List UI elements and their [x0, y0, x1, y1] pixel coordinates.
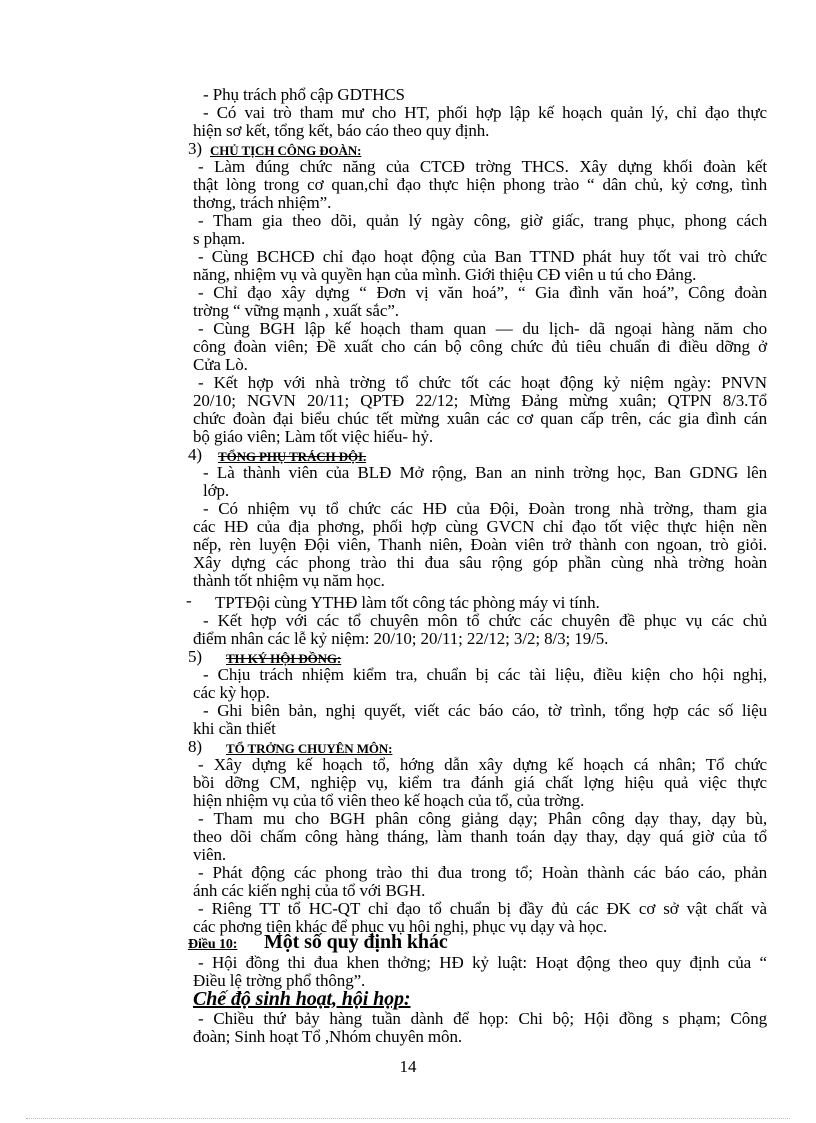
text-line: - Là thành viên của BLĐ Mở rộng, Ban an ninh trờng học, Ban GDNG lên [203, 463, 767, 482]
text-line: các HĐ của địa phơng, phối hợp cùng GVCN chỉ đạo tốt việc thực hiện nền [193, 517, 767, 536]
text-line: thật lòng trong cơ quan,chỉ đạo thực hiện phong trào “ dân chủ, kỷ cơng, tình [193, 175, 767, 194]
text-line: theo dõi chấm công hàng tháng, làm thanh toán dạy thay, dạy quá giờ của tổ [193, 827, 767, 846]
text-line: - Hội đồng thi đua khen thởng; HĐ kỷ luật: Hoạt động theo quy định của “ [198, 953, 767, 972]
text-line: Điều lệ trờng phổ thông”. [193, 971, 366, 990]
bullet-dash: - [186, 591, 192, 610]
text-line: s phạm. [193, 229, 246, 248]
text-line: bồi dỡng CM, nghiệp vụ, kiểm tra đánh giá chất lợng hiệu quả việc thực [193, 773, 767, 792]
footer-dotted-rule [26, 1118, 790, 1119]
text-line: TPTĐội cùng YTHĐ làm tốt công tác phòng máy vi tính. [215, 593, 600, 612]
section-number: 5) [188, 647, 202, 666]
text-line: - Tham gia theo dõi, quản lý ngày công, giờ giấc, trang phục, phong cách [198, 211, 767, 230]
text-line: 20/10; NGVN 20/11; QPTĐ 22/12; Mừng Đảng mừng xuân; QTPN 8/3.Tổ [193, 391, 767, 410]
text-line: các phơng tiện khác để phục vụ hội nghị, phục vụ dạy và học. [193, 917, 608, 936]
text-line: năng, nhiệm vụ và quyền hạn của mình. Giới thiệu CĐ viên u tú cho Đảng. [193, 265, 697, 284]
text-line: - Riêng TT tổ HC-QT chỉ đạo tổ chuẩn bị đầy đủ các ĐK cơ sở vật chất và [198, 899, 767, 918]
text-line: - Làm đúng chức năng của CTCĐ trờng THCS. Xây dựng khối đoàn kết [198, 157, 767, 176]
text-line: chức đoàn đại biểu chúc tết mừng xuân các cơ quan cấp trên, các gia đình cán [193, 409, 767, 428]
text-line: - Chỉ đạo xây dựng “ Đơn vị văn hoá”, “ Gia đình văn hoá”, Công đoàn [198, 283, 767, 302]
text-line: - Có nhiệm vụ tổ chức các HĐ của Đội, Đoàn trong nhà trờng, tham gia [203, 499, 767, 518]
text-line: - Xây dựng kế hoạch tổ, hớng dẫn xây dựng kế hoạch cá nhân; Tổ chức [198, 755, 767, 774]
text-line: - Kết hợp với các tổ chuyên môn tổ chức các chuyên đề phục vụ các chủ [203, 611, 767, 630]
text-line: - Phụ trách phổ cập GDTHCS [203, 85, 405, 104]
text-line: nếp, rèn luyện Đội viên, Thanh niên, Đoàn viên trở thành con ngoan, trò giỏi. [193, 535, 767, 554]
text-line: - Cùng BGH lập kế hoạch tham quan — du lịch- dã ngoại hàng năm cho [198, 319, 767, 338]
text-line: viên. [193, 845, 227, 864]
text-line: Cửa Lò. [193, 355, 248, 374]
text-line: - Kết hợp với nhà trờng tổ chức tốt các hoạt động kỷ niệm ngày: PNVN [198, 373, 767, 392]
text-line: các kỳ họp. [193, 683, 270, 702]
text-line: bộ giáo viên; Làm tốt việc hiếu- hỷ. [193, 427, 434, 446]
section-number: 8) [188, 737, 202, 756]
text-line: - Tham mu cho BGH phân công giảng dạy; Phân công dạy thay, dạy bù, [198, 809, 767, 828]
page-number: 14 [399, 1057, 417, 1076]
section-heading: TỔNG PHỤ TRÁCH ĐỘI. [218, 449, 367, 464]
text-line: - Chiều thứ bảy hàng tuần dành để họp: Chi bộ; Hội đồng s phạm; Công [198, 1009, 767, 1028]
text-line: đoàn; Sinh hoạt Tổ ,Nhóm chuyên môn. [193, 1027, 463, 1046]
text-line: - Có vai trò tham mư cho HT, phối hợp lập kế hoạch quản lý, chỉ đạo thực [203, 103, 767, 122]
article-title: Một số quy định khác [264, 931, 448, 953]
section-heading: CHỦ TỊCH CÔNG ĐOÀN: [210, 143, 362, 158]
text-line: điểm nhân các lễ kỷ niệm: 20/10; 20/11; 22/12; 3/2; 8/3; 19/5. [193, 629, 609, 648]
text-line: thành tốt nhiệm vụ năm học. [193, 571, 385, 590]
text-line: công đoàn viên; Đề xuất cho cán bộ công chức đủ tiêu chuẩn đi điều dỡng ở [193, 337, 767, 356]
section-number: 4) [188, 445, 202, 464]
text-line: ánh các kiến nghị của tổ với BGH. [193, 881, 426, 900]
text-line: Xây dựng các phong trào thi đua sâu rộng góp phần cùng nhà trờng hoàn [193, 553, 767, 572]
subsection-heading: Chế độ sinh hoạt, hội họp: [193, 988, 411, 1010]
text-line: - Cùng BCHCĐ chỉ đạo hoạt động của Ban TTND phát huy tốt vai trò chức [198, 247, 767, 266]
text-line: hiện sơ kết, tổng kết, báo cáo theo quy định. [193, 121, 490, 140]
article-label: Điều 10: [188, 937, 238, 952]
text-line: trờng “ vững mạnh , xuất sắc”. [193, 301, 399, 320]
text-line: - Phát động các phong trào thi đua trong tổ; Hoàn thành các báo cáo, phản [198, 863, 767, 882]
text-line: hiện nhiệm vụ của tổ viên theo kế hoạch của tổ, của trờng. [193, 791, 585, 810]
section-heading: TH KÝ HỘI ĐỒNG: [226, 651, 342, 666]
text-line: - Ghi biên bản, nghị quyết, viết các báo cáo, tờ trình, tổng hợp các số liệu [203, 701, 767, 720]
section-number: 3) [188, 139, 202, 158]
text-line: - Chịu trách nhiệm kiểm tra, chuẩn bị các tài liệu, điều kiện cho hội nghị, [203, 665, 767, 684]
text-line: lớp. [203, 481, 230, 500]
text-line: thơng, trách nhiệm”. [193, 193, 332, 212]
text-line: khi cần thiết [193, 719, 276, 738]
section-heading: TỔ TRỞNG CHUYÊN MÔN: [226, 741, 393, 756]
